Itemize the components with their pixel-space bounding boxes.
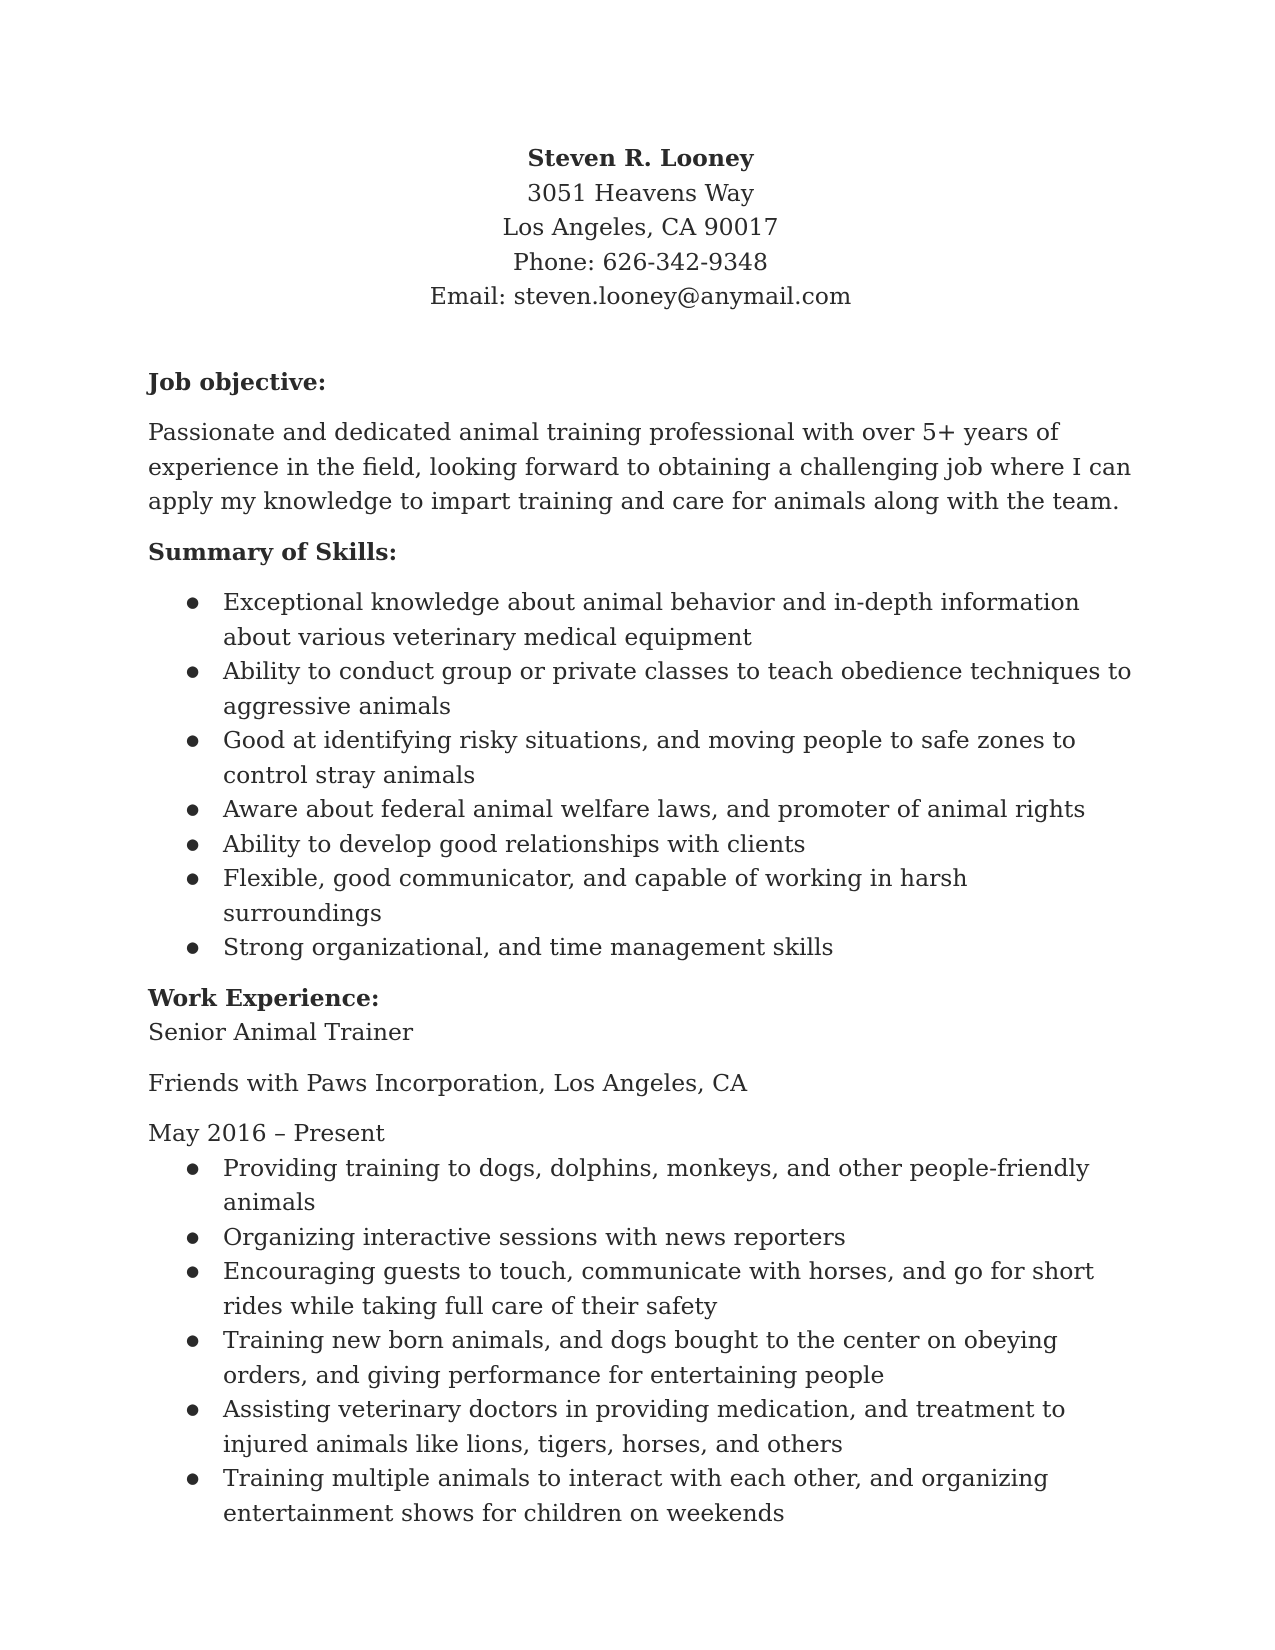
- phone-number: Phone: 626-342-9348: [513, 247, 768, 276]
- list-item: ● Ability to develop good relationships with clients: [148, 827, 1133, 862]
- candidate-name: Steven R. Looney: [527, 144, 754, 172]
- list-item: ● Training multiple animals to interact with each other, and organizing entertainment shows for children on weekends: [148, 1461, 1133, 1530]
- work-experience-heading: Work Experience:: [148, 983, 380, 1012]
- list-item: ● Assisting veterinary doctors in providing medication, and treatment to injured animals like lions, tigers, horses, and others: [148, 1392, 1133, 1461]
- skills-heading: Summary of Skills:: [148, 537, 398, 566]
- email-address: Email: steven.looney@anymail.com: [429, 282, 852, 310]
- list-item: ● Aware about federal animal welfare laws, and promoter of animal rights: [148, 792, 1133, 827]
- list-item: ● Providing training to dogs, dolphins, monkeys, and other people-friendly animals: [148, 1151, 1133, 1220]
- list-item: ● Exceptional knowledge about animal behavior and in-depth information about various veterinary medical equipment: [148, 585, 1133, 654]
- address-line-1: 3051 Heavens Way: [527, 178, 754, 207]
- list-item: ● Organizing interactive sessions with news reporters: [148, 1220, 1133, 1255]
- list-item: ● Strong organizational, and time management skills: [148, 930, 1133, 965]
- employment-dates: May 2016 – Present: [148, 1119, 385, 1147]
- job-title: Senior Animal Trainer: [148, 1018, 414, 1046]
- list-item: ● Training new born animals, and dogs bought to the center on obeying orders, and giving performance for entertaining people: [148, 1323, 1133, 1392]
- objective-text: Passionate and dedicated animal training professional with over 5+ years of experience in the field, looking forward to obtaining a challenging job where I can apply my knowledge to impart training and care for animals along with the team.: [148, 418, 1132, 515]
- work-duties-list: [148, 1151, 1133, 1531]
- address-line-2: Los Angeles, CA 90017: [502, 213, 779, 241]
- list-item: ● Flexible, good communicator, and capable of working in harsh surroundings: [148, 861, 1133, 930]
- list-item: ● Good at identifying risky situations, and moving people to safe zones to control stray animals: [148, 723, 1133, 792]
- objective-heading: Job objective:: [148, 367, 327, 396]
- resume-page: [148, 141, 1133, 1530]
- employer: Friends with Paws Incorporation, Los Angeles, CA: [148, 1068, 748, 1097]
- skills-list: [148, 585, 1133, 965]
- contact-header: [148, 141, 1133, 314]
- list-item: ● Ability to conduct group or private classes to teach obedience techniques to aggressive animals: [148, 654, 1133, 723]
- list-item: ● Encouraging guests to touch, communicate with horses, and go for short rides while taking full care of their safety: [148, 1254, 1133, 1323]
